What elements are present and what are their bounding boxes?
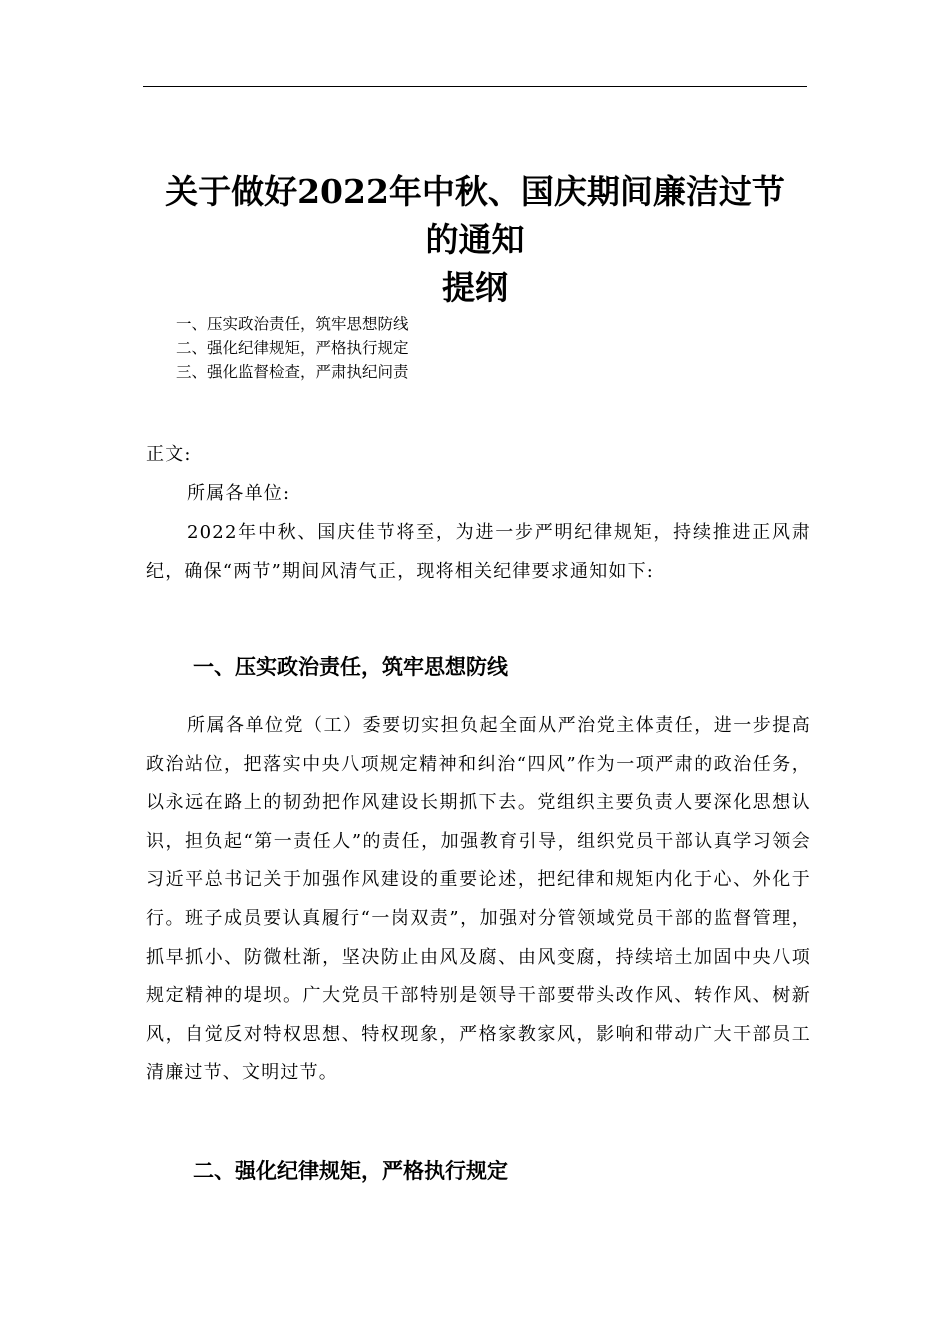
section-heading-2: 二、强化纪律规矩，严格执行规定 <box>193 1159 508 1183</box>
salutation: 所属各单位: <box>187 483 291 504</box>
document-title-continued: 的通知 <box>425 220 525 259</box>
section-1-paragraph: 所属各单位党（工）委要切实担负起全面从严治党主体责任，进一步提高政治站位，把落实中央八项规定精神和纠治“四风”作为一项严肃的政治任务，以永远在路上的韧劲把作风建设长期抓下去。党组织主要负责人要深化思想认识，担负起“第一责任人”的责任，加强教育引导，组织党员干部认真学习领会习近平总书记关于加强作风建设的重要论述，把纪律和规矩内化于心、外化于行。班子成员要认真履行“一岗双责”，加强对分管领域党员干部的监督管理，抓早抓小、防微杜渐，坚决防止由风及腐、由风变腐，持续培土加固中央八项规定精神的堤坝。广大党员干部特别是领导干部要带头改作风、转作风、树新风，自觉反对特权思想、特权现象，严格家教家风，影响和带动广大干部员工清廉过节、文明过节。 <box>146 715 811 1084</box>
outline-title: 提纲 <box>442 268 508 307</box>
outline-list <box>176 312 409 384</box>
header-rule <box>143 86 807 87</box>
body-label: 正文: <box>146 444 192 465</box>
outline-item: 三、强化监督检查，严肃执纪问责 <box>176 363 409 381</box>
intro-paragraph: 2022年中秋、国庆佳节将至，为进一步严明纪律规矩，持续推进正风肃纪，确保“两节”期间风清气正，现将相关纪律要求通知如下: <box>146 522 811 582</box>
outline-item: 一、压实政治责任，筑牢思想防线 <box>176 315 409 333</box>
section-heading-1: 一、压实政治责任，筑牢思想防线 <box>193 655 508 679</box>
outline-item: 二、强化纪律规矩，严格执行规定 <box>176 339 409 357</box>
document-title: 关于做好2022年中秋、国庆期间廉洁过节 <box>165 172 785 211</box>
